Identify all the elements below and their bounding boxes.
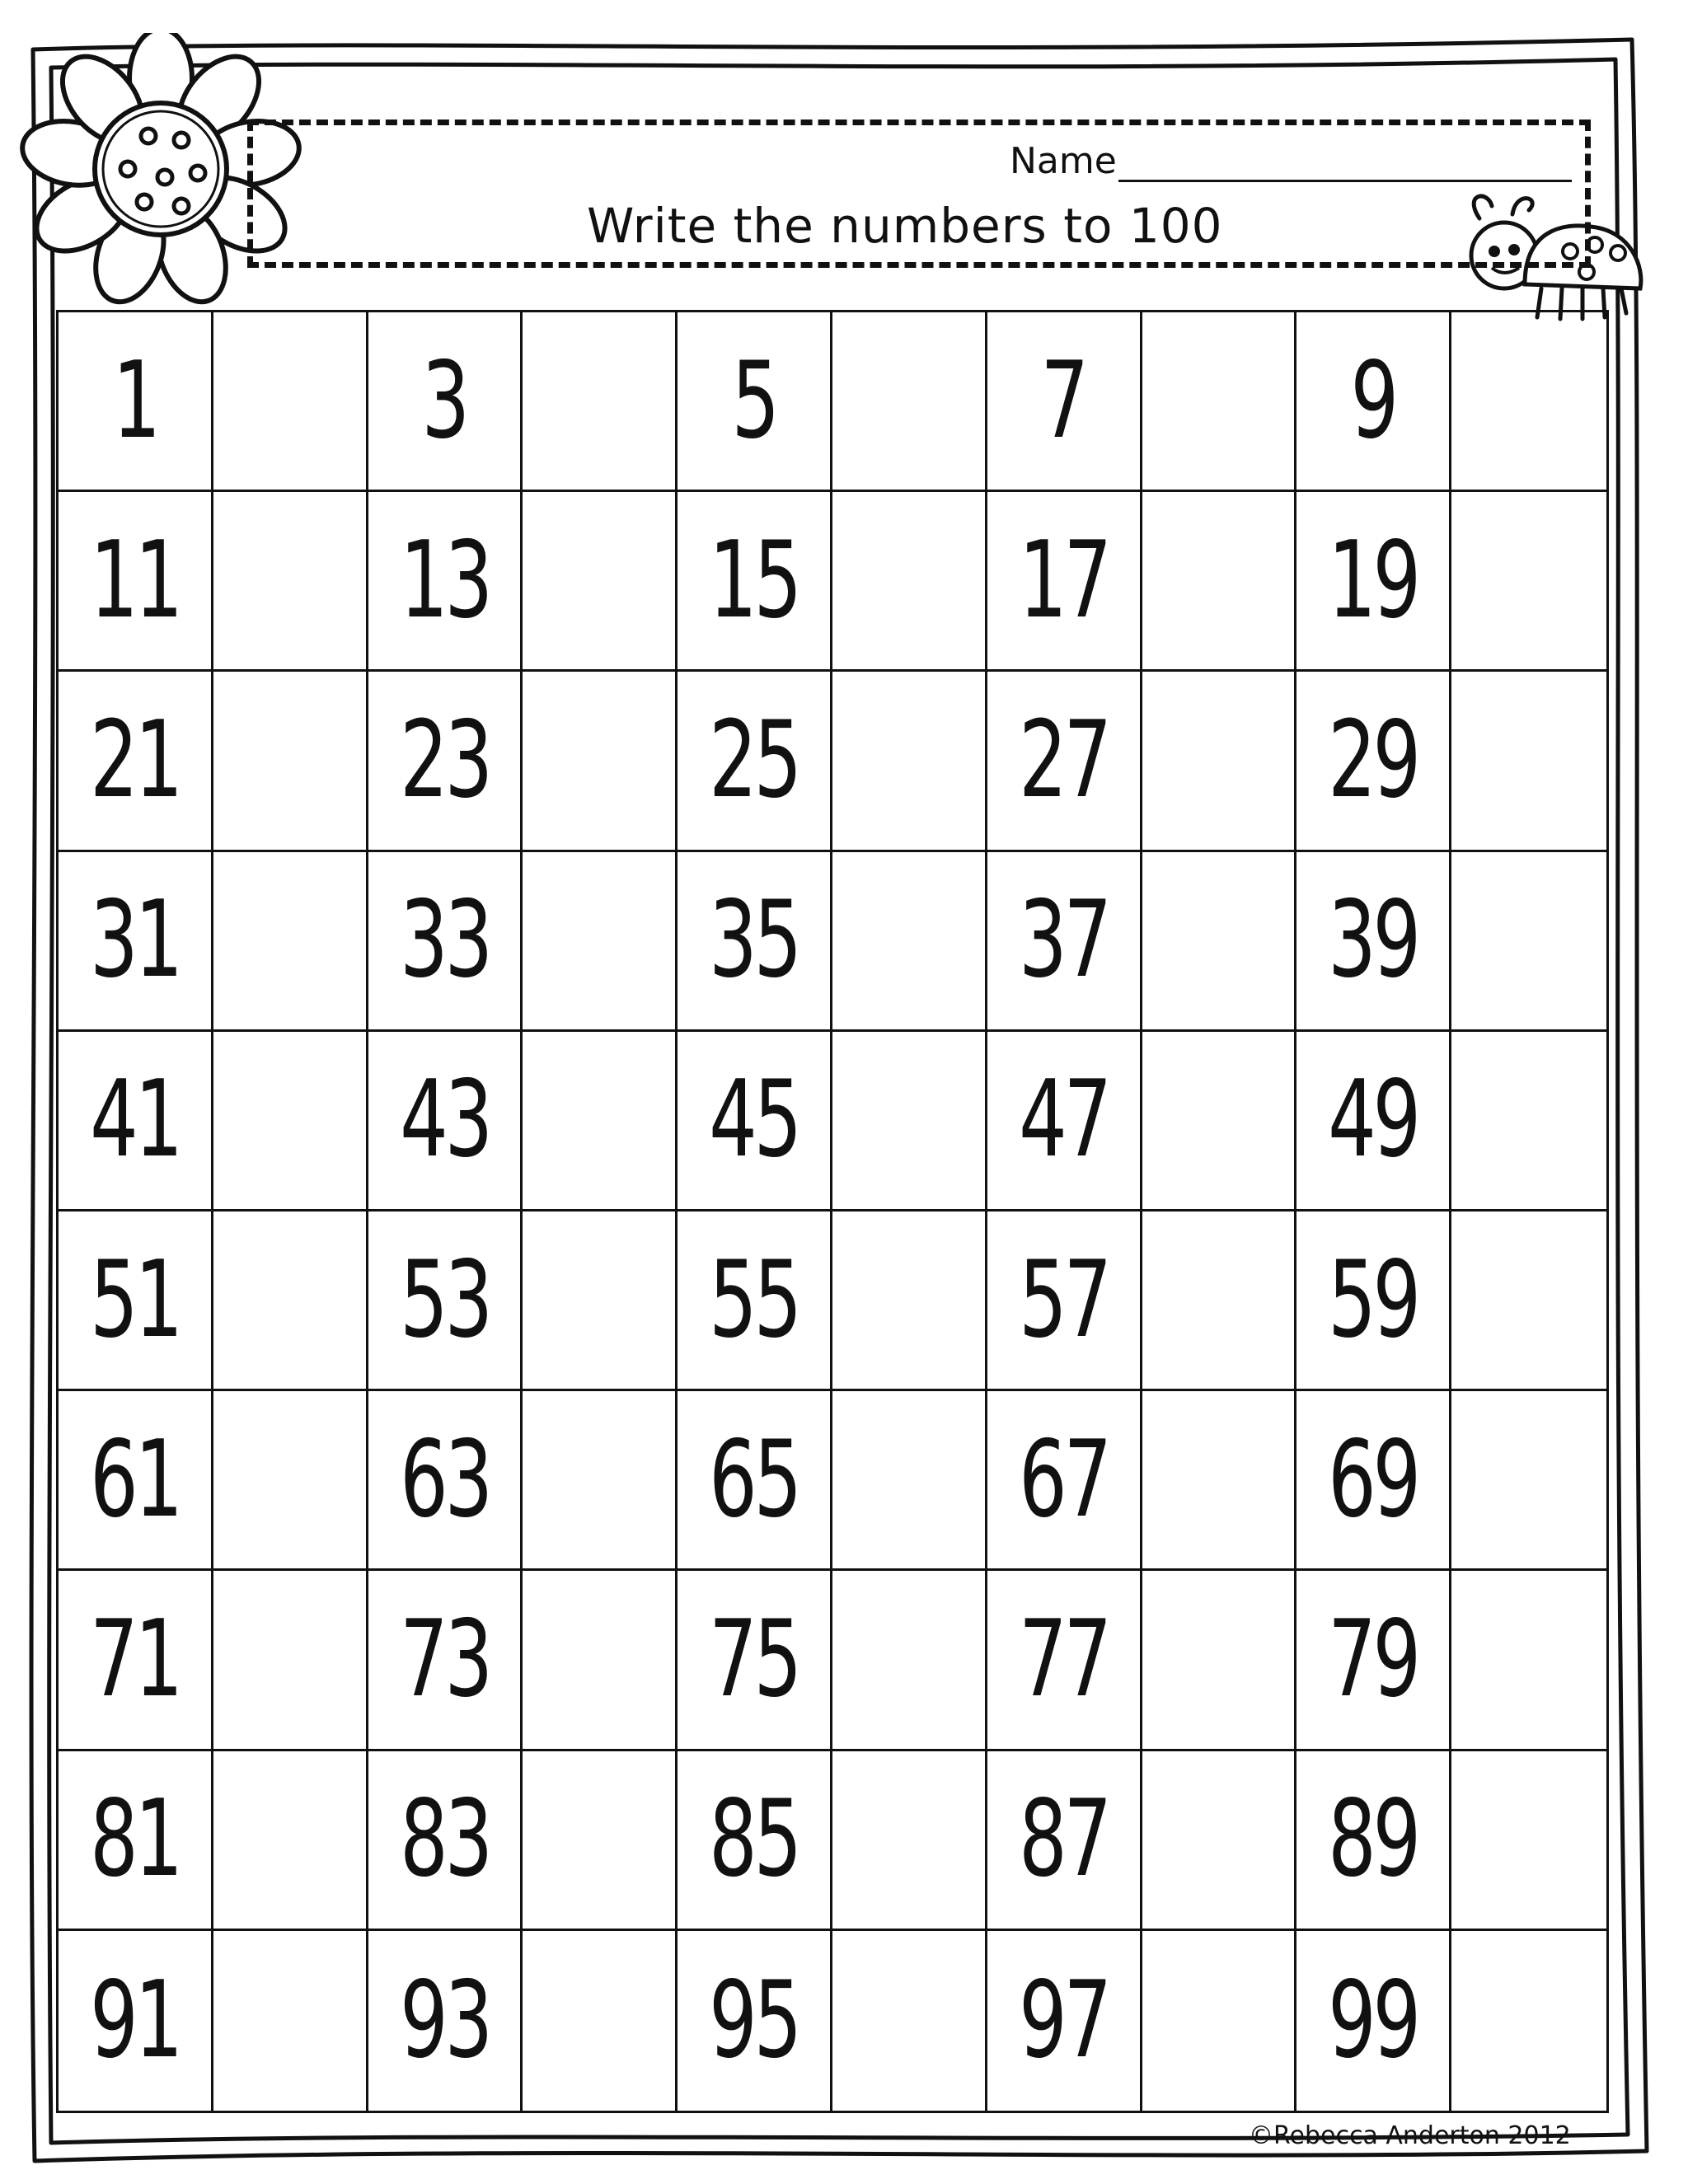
grid-cell-blank[interactable] [1142,492,1297,672]
cell-number: 35 [709,879,799,1002]
grid-cell-filled [987,672,1142,851]
cell-number: 97 [1018,1958,1109,2082]
grid-cell-blank[interactable] [1451,312,1606,492]
cell-number: 23 [399,698,490,822]
grid-cell-filled [59,1751,213,1931]
grid-cell-blank[interactable] [213,672,368,851]
grid-cell-filled [987,1931,1142,2111]
cell-number: 53 [399,1238,490,1361]
grid-cell-filled [1296,312,1451,492]
grid-cell-blank[interactable] [832,1032,987,1212]
grid-cell-blank[interactable] [1142,1212,1297,1391]
grid-cell-blank[interactable] [213,1931,368,2111]
grid-cell-blank[interactable] [213,492,368,672]
cell-number: 49 [1328,1058,1418,1182]
grid-cell-filled [1296,1571,1451,1750]
grid-cell-filled [987,492,1142,672]
grid-cell-blank[interactable] [1142,312,1297,492]
grid-cell-filled [1296,852,1451,1032]
grid-cell-filled [1296,1212,1451,1391]
grid-cell-filled [368,312,523,492]
grid-cell-blank[interactable] [213,852,368,1032]
cell-number: 19 [1328,518,1418,642]
grid-cell-filled [1296,1751,1451,1931]
cell-number: 51 [90,1238,180,1361]
grid-cell-filled [368,672,523,851]
cell-number: 61 [90,1418,180,1541]
cell-number: 1 [112,339,157,462]
grid-cell-filled [368,1032,523,1212]
cell-number: 77 [1018,1597,1109,1721]
cell-number: 25 [709,698,799,822]
grid-cell-filled [987,312,1142,492]
grid-cell-filled [59,1931,213,2111]
grid-cell-filled [368,1931,523,2111]
grid-cell-blank[interactable] [832,1391,987,1571]
cell-number: 63 [399,1418,490,1541]
grid-cell-blank[interactable] [523,1032,678,1212]
instructions-title: Write the numbers to 100 [587,198,1223,254]
grid-cell-filled [1296,1391,1451,1571]
grid-cell-blank[interactable] [213,1212,368,1391]
grid-cell-blank[interactable] [523,492,678,672]
grid-cell-blank[interactable] [1451,1931,1606,2111]
grid-cell-blank[interactable] [1451,1571,1606,1750]
name-field[interactable] [1010,140,1572,182]
grid-cell-filled [1296,492,1451,672]
grid-cell-blank[interactable] [213,1391,368,1571]
cell-number: 11 [90,518,180,642]
cell-number: 93 [399,1958,490,2082]
grid-cell-blank[interactable] [1451,1032,1606,1212]
grid-cell-blank[interactable] [1142,672,1297,851]
grid-cell-filled [368,852,523,1032]
grid-cell-filled [987,1212,1142,1391]
grid-cell-blank[interactable] [213,1032,368,1212]
grid-cell-blank[interactable] [523,1751,678,1931]
grid-cell-filled [59,1032,213,1212]
cell-number: 79 [1328,1597,1418,1721]
grid-cell-filled [59,1391,213,1571]
grid-cell-blank[interactable] [1451,492,1606,672]
grid-cell-blank[interactable] [1451,672,1606,851]
grid-cell-filled [678,1751,832,1931]
cell-number: 47 [1018,1058,1109,1182]
cell-number: 99 [1328,1958,1418,2082]
grid-cell-blank[interactable] [523,312,678,492]
grid-cell-filled [368,492,523,672]
cell-number: 85 [709,1778,799,1901]
cell-number: 33 [399,879,490,1002]
grid-cell-filled [368,1391,523,1571]
grid-cell-filled [368,1212,523,1391]
grid-cell-blank[interactable] [1142,1391,1297,1571]
grid-cell-filled [678,492,832,672]
grid-cell-blank[interactable] [1451,1751,1606,1931]
grid-cell-blank[interactable] [213,1571,368,1750]
grid-cell-blank[interactable] [1142,1032,1297,1212]
grid-cell-filled [1296,672,1451,851]
grid-cell-blank[interactable] [1451,1391,1606,1571]
grid-cell-blank[interactable] [832,852,987,1032]
cell-number: 31 [90,879,180,1002]
name-line[interactable] [1118,140,1572,182]
grid-cell-filled [987,1751,1142,1931]
grid-cell-filled [678,1032,832,1212]
grid-cell-filled [368,1751,523,1931]
grid-cell-filled [678,672,832,851]
grid-cell-blank[interactable] [523,1571,678,1750]
cell-number: 55 [709,1238,799,1361]
grid-cell-blank[interactable] [832,1751,987,1931]
grid-cell-blank[interactable] [213,312,368,492]
grid-cell-filled [1296,1931,1451,2111]
grid-cell-filled [368,1571,523,1750]
cell-number: 81 [90,1778,180,1901]
cell-number: 39 [1328,879,1418,1002]
grid-cell-blank[interactable] [832,1931,987,2111]
cell-number: 67 [1018,1418,1109,1541]
grid-cell-blank[interactable] [1142,1571,1297,1750]
cell-number: 3 [421,339,467,462]
grid-cell-blank[interactable] [523,1391,678,1571]
grid-cell-blank[interactable] [832,1212,987,1391]
cell-number: 59 [1328,1238,1418,1361]
grid-cell-blank[interactable] [523,852,678,1032]
grid-cell-filled [987,1571,1142,1750]
grid-cell-filled [987,1391,1142,1571]
copyright-notice: ©Rebecca Anderton 2012 [1249,2121,1571,2150]
grid-cell-filled [59,312,213,492]
cell-number: 73 [399,1597,490,1721]
cell-number: 5 [731,339,776,462]
grid-cell-blank[interactable] [832,672,987,851]
cell-number: 45 [709,1058,799,1182]
grid-cell-filled [678,1571,832,1750]
cell-number: 15 [709,518,799,642]
cell-number: 9 [1350,339,1395,462]
cell-number: 57 [1018,1238,1109,1361]
grid-cell-blank[interactable] [523,672,678,851]
grid-cell-blank[interactable] [523,1931,678,2111]
cell-number: 7 [1041,339,1086,462]
cell-number: 27 [1018,698,1109,822]
cell-number: 43 [399,1058,490,1182]
cell-number: 75 [709,1597,799,1721]
number-grid [56,310,1609,2113]
cell-number: 13 [399,518,490,642]
grid-cell-blank[interactable] [213,1751,368,1931]
grid-cell-filled [987,852,1142,1032]
grid-cell-blank[interactable] [1142,852,1297,1032]
cell-number: 87 [1018,1778,1109,1901]
grid-cell-blank[interactable] [1142,1931,1297,2111]
grid-cell-filled [678,1212,832,1391]
cell-number: 69 [1328,1418,1418,1541]
cell-number: 95 [709,1958,799,2082]
cell-number: 65 [709,1418,799,1541]
grid-cell-blank[interactable] [1451,1212,1606,1391]
cell-number: 83 [399,1778,490,1901]
grid-cell-filled [678,1391,832,1571]
grid-cell-filled [987,1032,1142,1212]
grid-cell-filled [59,672,213,851]
grid-cell-filled [59,852,213,1032]
cell-number: 89 [1328,1778,1418,1901]
name-label: Name [1010,140,1117,182]
grid-cell-blank[interactable] [832,1571,987,1750]
grid-cell-filled [678,1931,832,2111]
grid-cell-filled [678,312,832,492]
grid-cell-blank[interactable] [832,312,987,492]
cell-number: 21 [90,698,180,822]
grid-cell-blank[interactable] [832,492,987,672]
grid-cell-filled [1296,1032,1451,1212]
cell-number: 37 [1018,879,1109,1002]
grid-cell-filled [59,492,213,672]
grid-cell-filled [59,1571,213,1750]
cell-number: 29 [1328,698,1418,822]
cell-number: 17 [1018,518,1109,642]
grid-cell-filled [59,1212,213,1391]
grid-cell-blank[interactable] [523,1212,678,1391]
cell-number: 71 [90,1597,180,1721]
cell-number: 41 [90,1058,180,1182]
cell-number: 91 [90,1958,180,2082]
grid-cell-blank[interactable] [1451,852,1606,1032]
grid-cell-filled [678,852,832,1032]
grid-cell-blank[interactable] [1142,1751,1297,1931]
